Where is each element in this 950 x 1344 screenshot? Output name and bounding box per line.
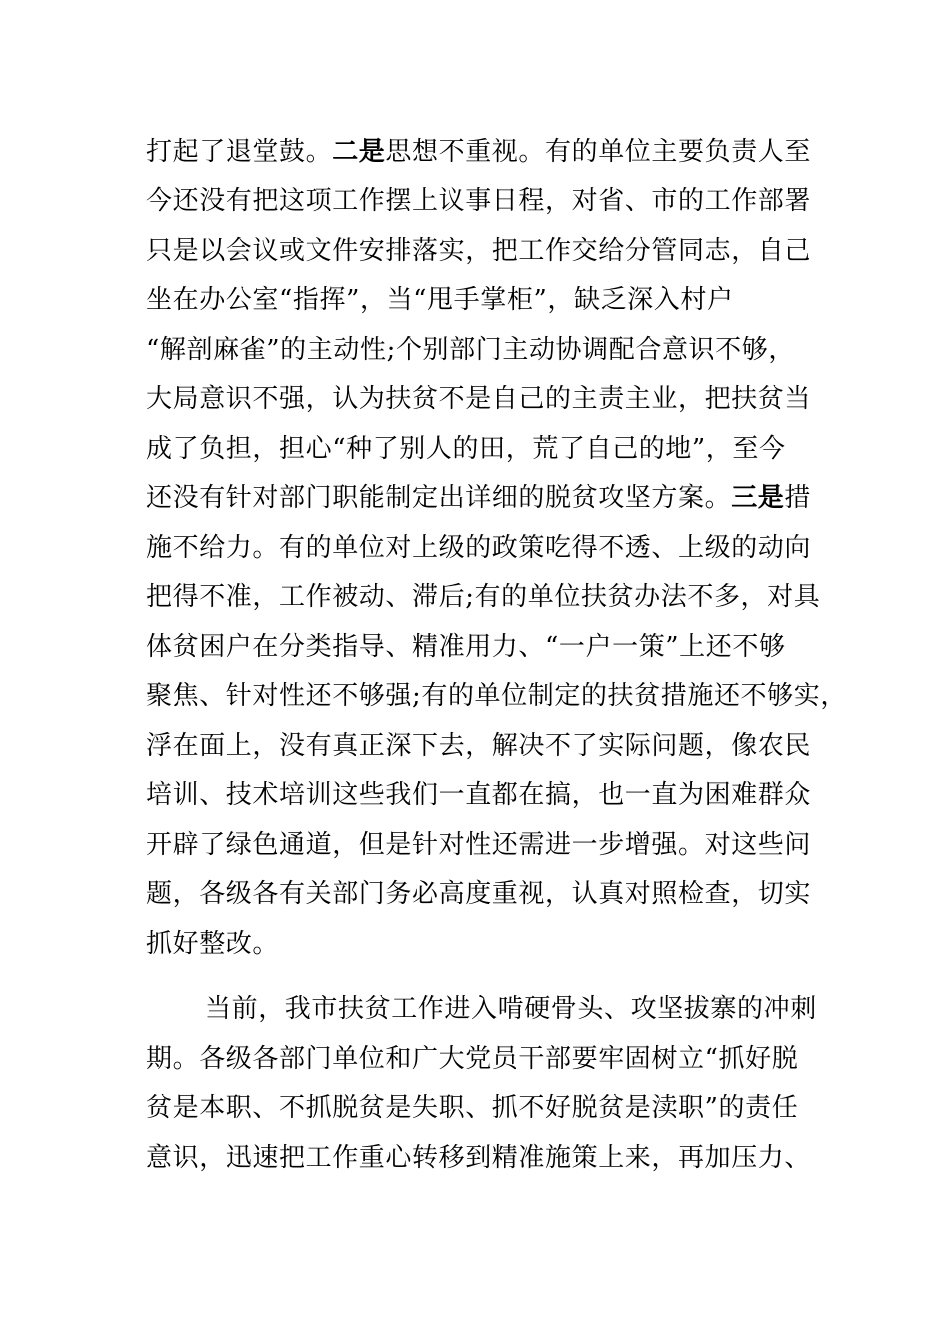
text-line: 期。各级各部门单位和广大党员干部要牢固树立“抓好脱 [146,1044,799,1074]
bold-heading-run: 三是 [731,483,785,513]
bold-heading-run: 二是 [332,137,386,167]
text-run: 措 [784,483,812,513]
text-run: 打起了退堂鼓。 [146,137,333,167]
text-line: 体贫困户在分类指导、精准用力、“一户一策”上还不够 [146,632,786,662]
text-line: 意识，迅速把工作重心转移到精准施策上来，再加压力、 [146,1143,812,1173]
text-run: 思想不重视。有的单位主要负责人至 [385,137,812,167]
text-line: 开辟了绿色通道，但是针对性还需进一步增强。对这些问 [146,830,812,860]
text-line: 题，各级各有关部门务必高度重视，认真对照检查，切实 [146,879,812,909]
paragraph-first-line: 当前，我市扶贫工作进入啃硬骨头、攻坚拔寨的冲刺 [205,994,817,1024]
text-line: 浮在面上，没有真正深下去，解决不了实际问题，像农民 [146,731,812,761]
text-line: 贫是本职、不抓脱贫是失职、抓不好脱贫是渎职”的责任 [146,1093,799,1123]
text-line: 培训、技术培训这些我们一直都在搞，也一直为困难群众 [146,780,812,810]
text-line: 只是以会议或文件安排落实，把工作交给分管同志，自己 [146,236,812,266]
text-line: 坐在办公室“指挥”，当“甩手掌柜”，缺乏深入村户 [146,285,734,315]
text-line: 今还没有把这项工作摆上议事日程，对省、市的工作部署 [146,186,812,216]
text-run: 还没有针对部门职能制定出详细的脱贫攻坚方案。 [146,483,732,513]
text-line [146,483,811,513]
text-line: 聚焦、针对性还不够强;有的单位制定的扶贫措施还不够实， [146,681,847,711]
text-line: 施不给力。有的单位对上级的政策吃得不透、上级的动向 [146,533,812,563]
text-line: 大局意识不强，认为扶贫不是自己的主责主业，把扶贫当 [146,384,812,414]
text-line: 把得不准，工作被动、滞后;有的单位扶贫办法不多，对具 [146,582,821,612]
text-line: 成了负担，担心“种了别人的田，荒了自己的地”，至今 [146,434,786,464]
text-line [146,137,811,167]
text-line: “解剖麻雀”的主动性;个别部门主动协调配合意识不够， [146,335,795,365]
text-line: 抓好整改。 [146,929,280,959]
